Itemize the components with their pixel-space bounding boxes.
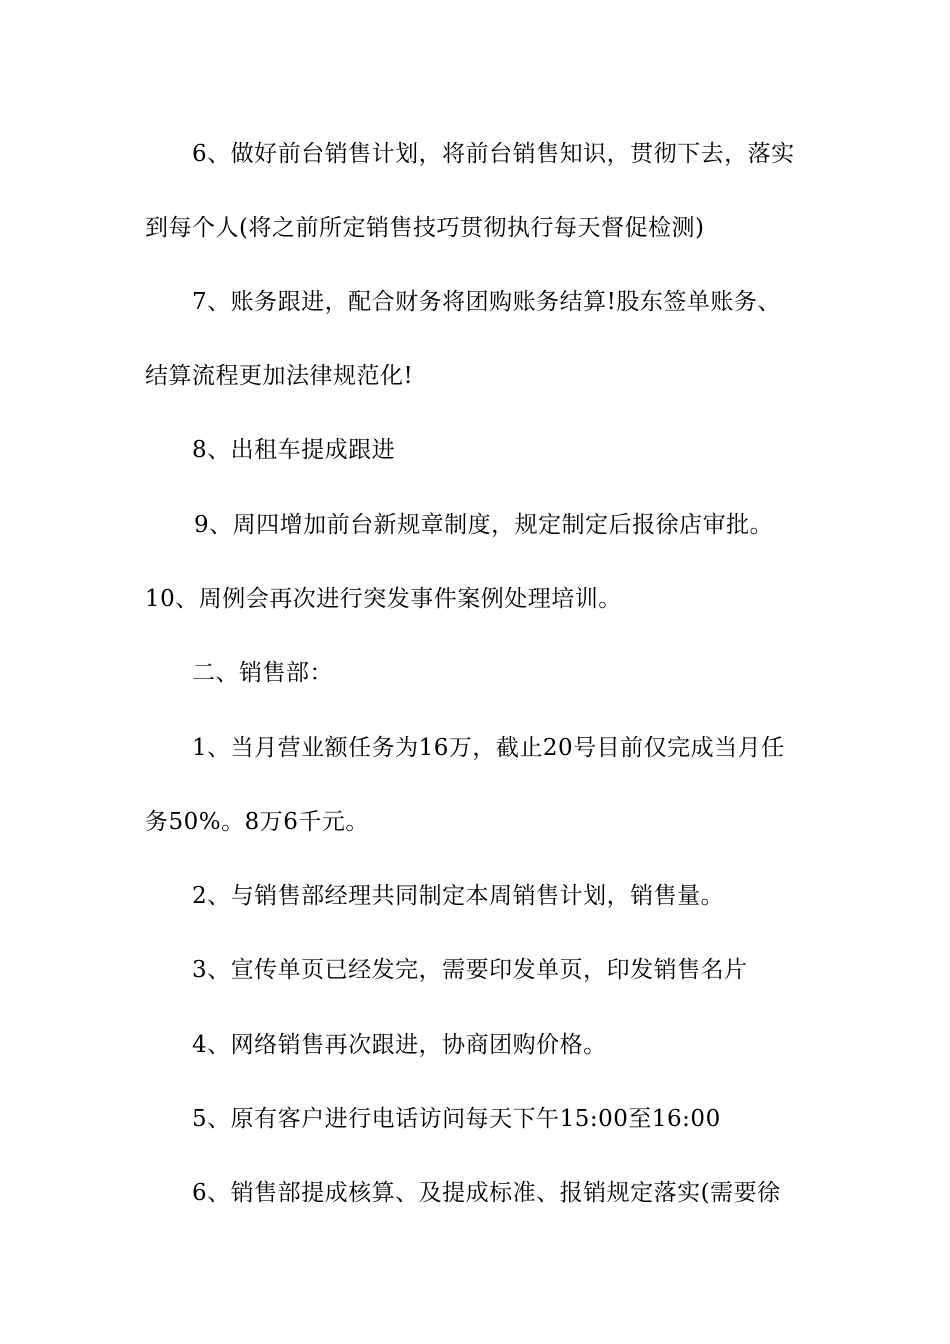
- paragraph-line: 务50%。8万6千元。: [145, 809, 369, 835]
- paragraph-line: 3、宣传单页已经发完，需要印发单页，印发销售名片: [192, 957, 748, 983]
- paragraph-line: 6、做好前台销售计划，将前台销售知识，贯彻下去，落实: [192, 141, 795, 167]
- paragraph-line: 4、网络销售再次跟进，协商团购价格。: [192, 1032, 607, 1058]
- paragraph-line: 1、当月营业额任务为16万，截止20号目前仅完成当月任: [192, 735, 785, 761]
- paragraph-line: 2、与销售部经理共同制定本周销售计划，销售量。: [192, 883, 725, 909]
- paragraph-line: 10、周例会再次进行突发事件案例处理培训。: [145, 586, 622, 612]
- section-heading: 二、销售部：: [192, 660, 333, 686]
- paragraph-line: 8、出租车提成跟进: [192, 437, 396, 463]
- paragraph-line: 7、账务跟进，配合财务将团购账务结算!股东签单账务、: [192, 289, 781, 315]
- paragraph-line: 结算流程更加法律规范化!: [145, 363, 414, 389]
- paragraph-line: 到每个人(将之前所定销售技巧贯彻执行每天督促检测): [145, 215, 705, 241]
- paragraph-line: 6、销售部提成核算、及提成标准、报销规定落实(需要徐: [192, 1180, 781, 1206]
- paragraph-line: 5、原有客户进行电话访问每天下午15:00至16:00: [192, 1106, 721, 1132]
- paragraph-line: 9、周四增加前台新规章制度，规定制定后报徐店审批。: [194, 512, 774, 538]
